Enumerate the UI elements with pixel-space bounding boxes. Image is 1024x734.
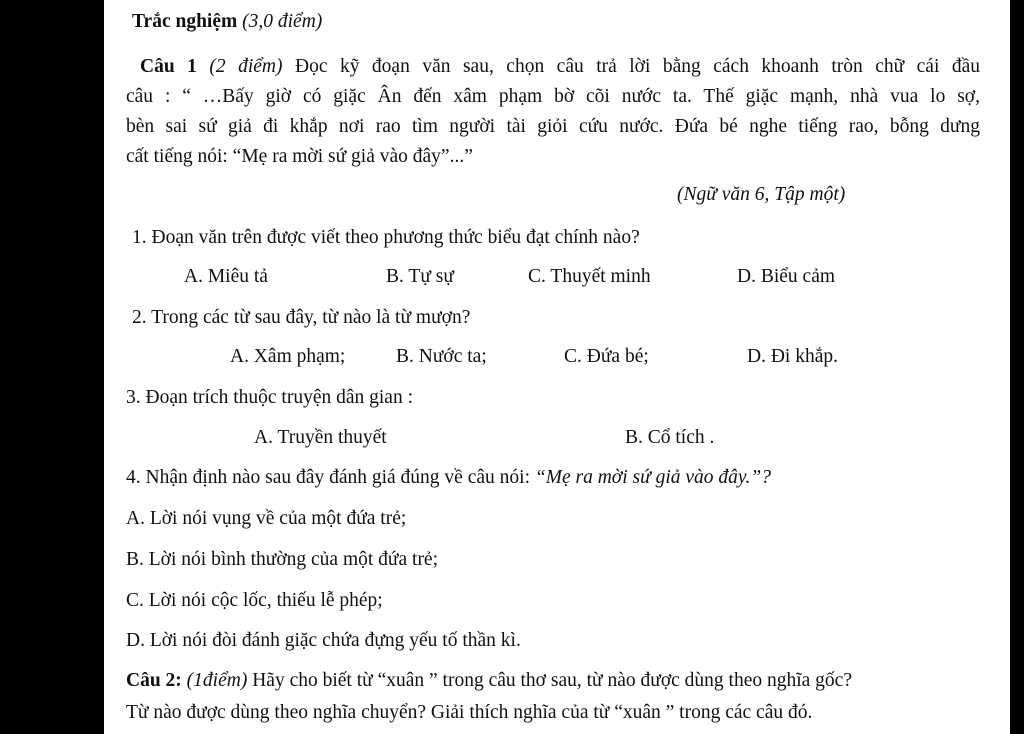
question-4-quote: “Mẹ ra mời sứ giả vào đây.”?: [534, 467, 771, 488]
q2-option-b: B. Nước ta;: [396, 346, 487, 367]
source-citation: (Ngữ văn 6, Tập một): [677, 184, 846, 205]
question-2: 2. Trong các từ sau đây, từ nào là từ mượn?: [132, 307, 471, 328]
cau1-line1-text: Đọc kỹ đoạn văn sau, chọn câu trả lời bằng cách khoanh tròn chữ cái đầu: [295, 56, 981, 77]
q1-option-c: C. Thuyết minh: [528, 266, 651, 287]
q4-option-b: B. Lời nói bình thường của một đứa trẻ;: [126, 549, 439, 570]
cau1-line-2: câu : “ …Bấy giờ có giặc Ân đến xâm phạm bờ cõi nước ta. Thế giặc mạnh, nhà vua lo sợ,: [126, 86, 980, 107]
cau1-points: (2 điểm): [209, 56, 283, 77]
cau1-line-3: bèn sai sứ giả đi khắp nơi rao tìm người tài giỏi cứu nước. Đứa bé nghe tiếng rao, bỗng dưng: [126, 116, 980, 137]
cau1-label: Câu 1: [140, 56, 197, 77]
section-points: (3,0 điểm): [242, 11, 323, 32]
cau2-label: Câu 2:: [126, 670, 182, 691]
question-3: 3. Đoạn trích thuộc truyện dân gian :: [126, 387, 414, 408]
q1-option-a: A. Miêu tả: [184, 266, 268, 287]
q1-option-b: B. Tự sự: [386, 266, 454, 287]
question-4: [126, 466, 771, 490]
cau2-line-1: [126, 669, 852, 693]
section-heading: [132, 10, 322, 34]
q2-option-a: A. Xâm phạm;: [230, 346, 346, 367]
cau2-line1-text: Hãy cho biết từ “xuân ” trong câu thơ sau, từ nào được dùng theo nghĩa gốc?: [247, 670, 852, 691]
q4-option-a: A. Lời nói vụng về của một đứa trẻ;: [126, 508, 407, 529]
q1-option-d: D. Biểu cảm: [737, 266, 836, 287]
question-4-text: 4. Nhận định nào sau đây đánh giá đúng về câu nói:: [126, 467, 535, 488]
q3-option-b: B. Cổ tích .: [625, 427, 715, 448]
q3-option-a: A. Truyền thuyết: [254, 427, 387, 448]
q2-option-c: C. Đứa bé;: [564, 346, 649, 367]
cau2-points: (1điểm): [186, 670, 248, 691]
section-label: Trắc nghiệm: [132, 11, 238, 32]
question-1: 1. Đoạn văn trên được viết theo phương thức biểu đạt chính nào?: [132, 227, 640, 248]
cau2-line-2: Từ nào được dùng theo nghĩa chuyển? Giải thích nghĩa của từ “xuân ” trong các câu đó.: [126, 702, 813, 723]
q4-option-d: D. Lời nói đòi đánh giặc chứa đựng yếu tố thần kì.: [126, 630, 521, 651]
q2-option-d: D. Đi khắp.: [747, 346, 838, 367]
q4-option-c: C. Lời nói cộc lốc, thiếu lễ phép;: [126, 590, 383, 611]
document-page: [104, 0, 1010, 734]
cau1-line-4: cất tiếng nói: “Mẹ ra mời sứ giả vào đây”...”: [126, 146, 473, 167]
cau1-line-1: [140, 55, 980, 79]
